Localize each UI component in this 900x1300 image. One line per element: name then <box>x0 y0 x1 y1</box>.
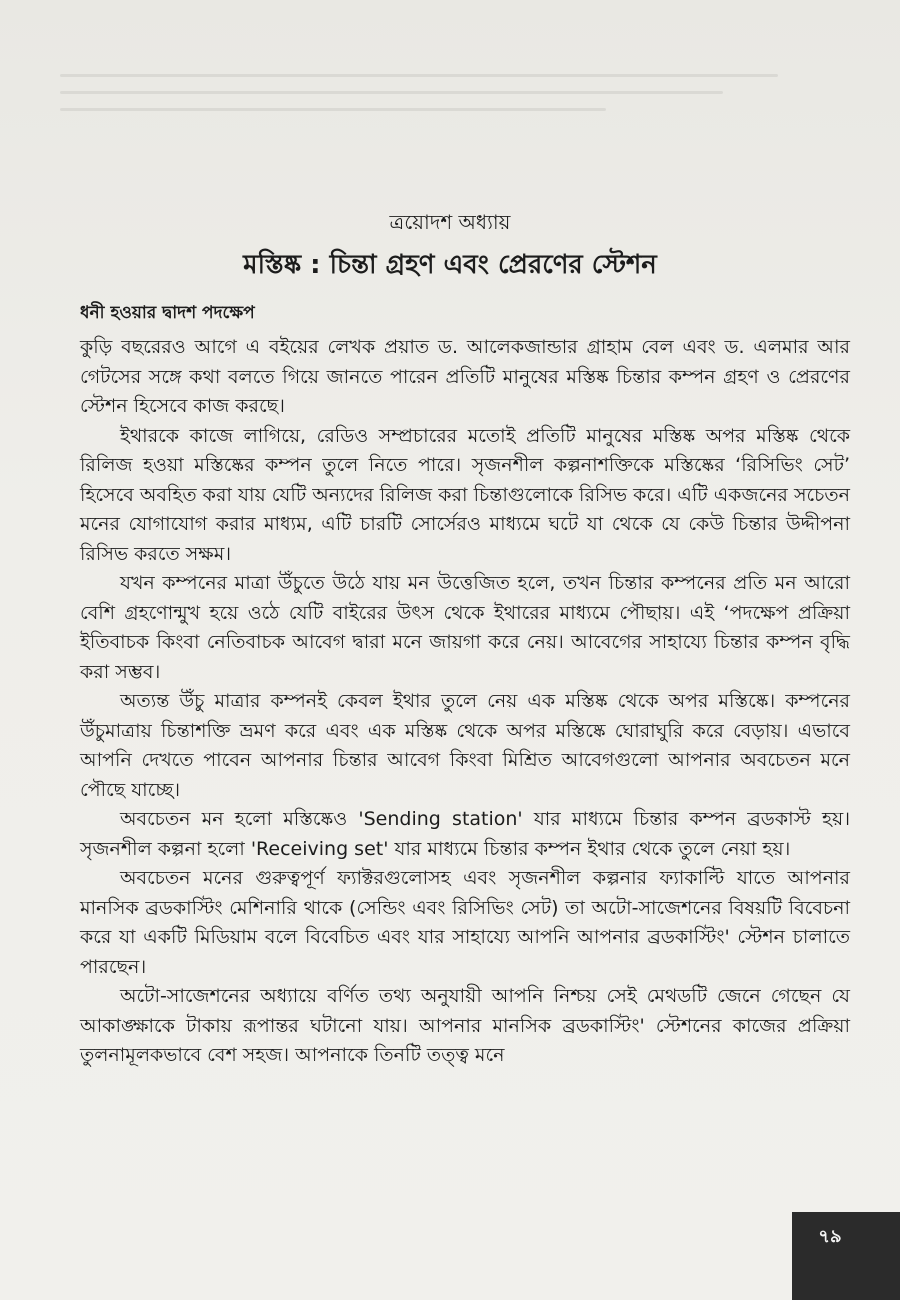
paragraph: অবচেতন মনের গুরুত্বপূর্ণ ফ্যাক্টরগুলোসহ এবং সৃজনশীল কল্পনার ফ্যাকাল্টি যাতে আপনার মানসিক ব্রডকাস্টিং মেশিনারি থাকে (সেন্ডিং এবং রিসিভিং সেট) তা অটো-সাজেশনের বিষয়টি বিবেচনা করে যা একটি মিডিয়াম বলে বিবেচিত এবং যার সাহায্যে আপনি আপনার ব্রডকাস্টিং' স্টেশন চালাতে পারছেন। <box>80 867 850 978</box>
paragraph: কুড়ি বছরেরও আগে এ বইয়ের লেখক প্রয়াত ড. আলেকজান্ডার গ্রাহাম বেল এবং ড. এলমার আর গেটসের সঙ্গে কথা বলতে গিয়ে জানতে পারেন প্রতিটি মানুষের মস্তিষ্ক চিন্তার কম্পন গ্রহণ ও প্রেরণের স্টেশন হিসেবে কাজ করছে। <box>80 336 850 417</box>
paragraph: অটো-সাজেশনের অধ্যায়ে বর্ণিত তথ্য অনুযায়ী আপনি নিশ্চয় সেই মেথডটি জেনে গেছেন যে আকাঙ্ক্ষাকে টাকায় রূপান্তর ঘটানো যায়। আপনার মানসিক ব্রডকাস্টিং' স্টেশনের কাজের প্রক্রিয়া তুলনামূলকভাবে বেশ সহজ। আপনাকে তিনটি তত্ত্ব মনে <box>80 985 850 1066</box>
body-text <box>80 333 850 1071</box>
section-heading: ধনী হওয়ার দ্বাদশ পদক্ষেপ <box>80 303 255 323</box>
chapter-label: ত্রয়োদশ অধ্যায় <box>389 210 511 234</box>
paragraph: অত্যন্ত উঁচু মাত্রার কম্পনই কেবল ইথার তুলে নেয় এক মস্তিষ্ক থেকে অপর মস্তিষ্কে। কম্পনের উঁচুমাত্রায় চিন্তাশক্তি ভ্রমণ করে এবং এক মস্তিষ্ক থেকে অপর মস্তিষ্কে ঘোরাঘুরি করে বেড়ায়। এভাবে আপনি দেখতে পাবেন আপনার চিন্তার আবেগ কিংবা মিশ্রিত আবেগগুলো আপনার অবচেতন মনে পৌছে যাচ্ছে। <box>80 690 850 801</box>
paragraph: অবচেতন মন হলো মস্তিষ্কেও 'Sending station' যার মাধ্যমে চিন্তার কম্পন ব্রডকাস্ট হয়। সৃজনশীল কল্পনা হলো 'Receiving set' যার মাধ্যমে চিন্তার কম্পন ইথার থেকে তুলে নেয়া হয়। <box>80 808 850 860</box>
paragraph: যখন কম্পনের মাত্রা উঁচুতে উঠে যায় মন উত্তেজিত হলে, তখন চিন্তার কম্পনের প্রতি মন আরো বেশি গ্রহণোন্মুখ হয়ে ওঠে যেটি বাইরের উৎস থেকে ইথারের মাধ্যমে পৌছায়। এই ‘পদক্ষেপ প্রক্রিয়া ইতিবাচক কিংবা নেতিবাচক আবেগ দ্বারা মনে জায়গা করে নেয়। আবেগের সাহায্যে চিন্তার কম্পন বৃদ্ধি করা সম্ভব। <box>80 572 850 683</box>
chapter-title: মস্তিষ্ক : চিন্তা গ্রহণ এবং প্রেরণের স্টেশন <box>243 250 657 280</box>
page-number: ৭৯ <box>818 1226 842 1247</box>
show-through-text <box>60 60 840 210</box>
paragraph: ইথারকে কাজে লাগিয়ে, রেডিও সম্প্রচারের মতোই প্রতিটি মানুষের মস্তিষ্ক অপর মস্তিষ্ক থেকে রিলিজ হওয়া মস্তিষ্কের কম্পন তুলে নিতে পারে। সৃজনশীল কল্পনাশক্তিকে মস্তিষ্কের ‘রিসিভিং সেট’ হিসেবে অবহিত করা যায় যেটি অন্যদের রিলিজ করা চিন্তাগুলোকে রিসিভ করে। এটি একজনের সচেতন মনের যোগাযোগ করার মাধ্যম, এটি চারটি সোর্সেরও মাধ্যমে ঘটে যা থেকে যে কেউ চিন্তার উদ্দীপনা রিসিভ করতে সক্ষম। <box>80 424 850 565</box>
